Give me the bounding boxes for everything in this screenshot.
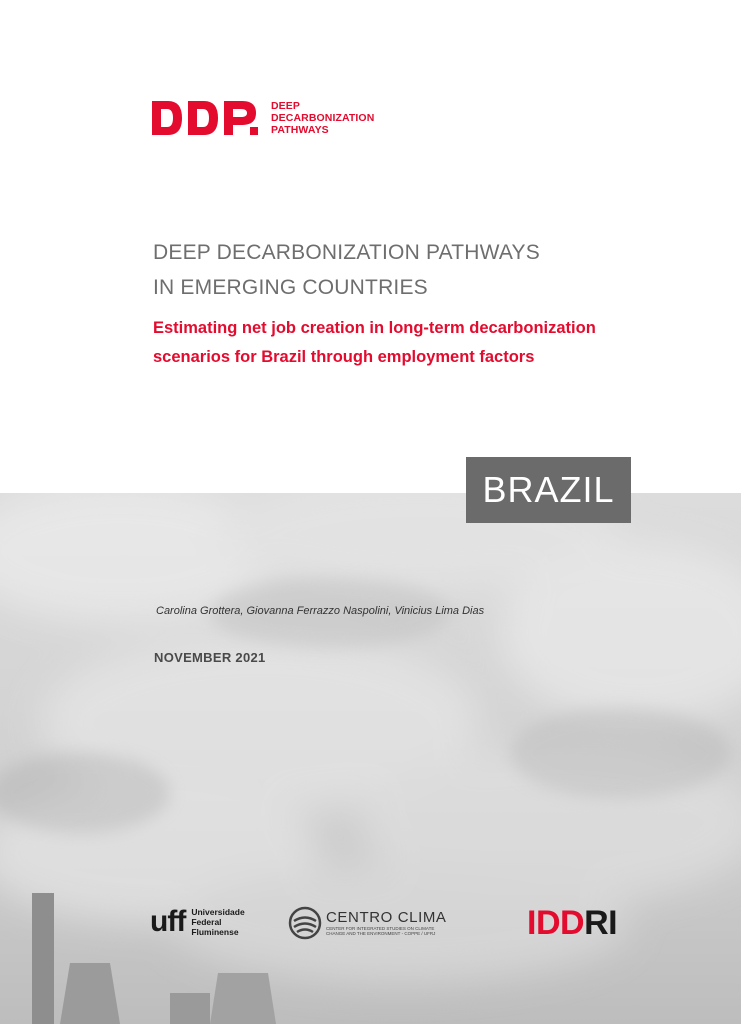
subtitle-line-1: Estimating net job creation in long-term decarbonization bbox=[153, 319, 596, 337]
centro-clima-logo bbox=[288, 906, 456, 940]
uff-word-1: Universidade bbox=[191, 907, 245, 917]
ddp-logo-words bbox=[271, 100, 374, 136]
report-subtitle bbox=[153, 314, 653, 372]
logo-word-pathways: PATHWAYS bbox=[271, 124, 329, 136]
series-title-line-2: IN EMERGING COUNTRIES bbox=[153, 276, 428, 299]
centro-clima-subtitle bbox=[326, 926, 456, 937]
series-title bbox=[153, 235, 540, 305]
publication-date: NOVEMBER 2021 bbox=[154, 650, 266, 665]
cover-photo-smokestacks bbox=[0, 493, 741, 1024]
uff-logo bbox=[150, 904, 245, 940]
uff-word-3: Fluminense bbox=[191, 927, 239, 937]
iddri-logo bbox=[527, 904, 617, 942]
iddri-logo-part-2: RI bbox=[584, 904, 618, 942]
uff-logo-mark: uff bbox=[150, 905, 186, 938]
ddp-logo-mark bbox=[152, 99, 264, 137]
centro-clima-sub-line-1: CENTER FOR INTEGRATED STUDIES ON CLIMATE bbox=[326, 925, 435, 931]
uff-word-2: Federal bbox=[191, 917, 222, 927]
centro-clima-name: CENTRO CLIMA bbox=[326, 908, 447, 926]
logo-word-deep: DEEP bbox=[271, 100, 300, 112]
authors: Carolina Grottera, Giovanna Ferrazzo Naspolini, Vinicius Lima Dias bbox=[156, 605, 485, 617]
smokestack-shape bbox=[32, 893, 54, 1024]
centro-clima-icon bbox=[288, 906, 322, 940]
ddp-logo bbox=[152, 98, 374, 138]
subtitle-line-2: scenarios for Brazil through employment factors bbox=[153, 348, 535, 366]
logo-word-decarbonization: DECARBONIZATION bbox=[271, 112, 375, 124]
country-label: BRAZIL bbox=[466, 457, 631, 523]
smoke-illustration bbox=[0, 493, 741, 1024]
iddri-logo-part-1: IDD bbox=[527, 904, 585, 942]
centro-clima-sub-line-2: CHANGE AND THE ENVIRONMENT - COPPE / UFRJ bbox=[326, 931, 436, 936]
series-title-line-1: DEEP DECARBONIZATION PATHWAYS bbox=[153, 241, 540, 264]
uff-logo-words bbox=[191, 907, 244, 937]
